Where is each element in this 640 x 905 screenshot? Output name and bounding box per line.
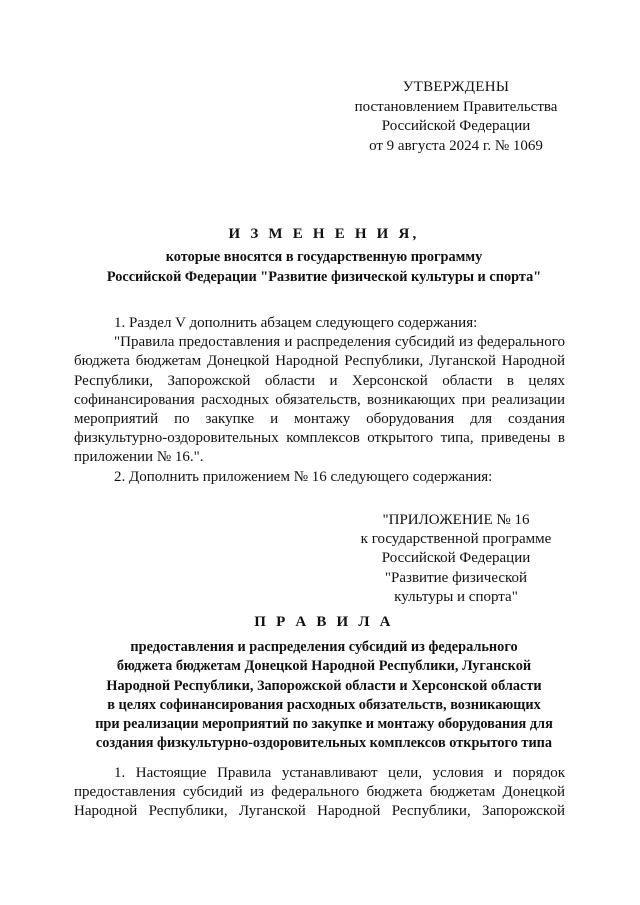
changes-paragraph-2: "Правила предоставления и распределения субсидий из федерального бюджета бюджетам Донецкой Народной Республики, Луганской Народной Республики, Запорожской области и Херсонской области в целях софинансирования расходных обязательств, возникающих при реализации мероприятий по закупке и монтажу оборудования для создания физкультурно-оздоровительных комплексов открытого типа, приведены в приложении № 16.". bbox=[74, 334, 565, 466]
rules-subtitle-line: бюджета бюджетам Донецкой Народной Республики, Луганской bbox=[116, 658, 532, 675]
appendix-line: "ПРИЛОЖЕНИЕ № 16 bbox=[382, 512, 530, 528]
appendix-line: к государственной программе bbox=[360, 531, 552, 548]
rules-body bbox=[74, 764, 565, 822]
approval-line: постановлением Правительства bbox=[354, 98, 558, 115]
rules-subtitle-line: предоставления и распределения субсидий из федерального bbox=[130, 639, 518, 655]
rules-paragraph-1: 1. Настоящие Правила устанавливают цели, условия и порядок предоставления субсидий из федерального бюджета бюджетам Донецкой Народной Республики, Луганской Народной Республики, Запорожской bbox=[74, 765, 565, 820]
appendix-header bbox=[342, 511, 570, 607]
appendix-line: "Развитие физической bbox=[384, 569, 528, 586]
appendix-line: Российской Федерации bbox=[381, 550, 531, 567]
approval-stamp bbox=[340, 78, 572, 156]
rules-subtitle-line: при реализации мероприятий по закупке и монтажу оборудования для bbox=[95, 716, 553, 733]
approval-line: от 9 августа 2024 г. № 1069 bbox=[369, 137, 543, 154]
changes-paragraph-3: 2. Дополнить приложением № 16 следующего содержания: bbox=[114, 468, 493, 485]
changes-title: И З М Е Н Е Н И Я, bbox=[228, 226, 420, 242]
changes-subtitle-line: которые вносятся в государственную программу bbox=[165, 249, 483, 265]
changes-body bbox=[74, 314, 565, 487]
changes-subtitle bbox=[60, 248, 588, 287]
approval-line: Российской Федерации bbox=[381, 118, 531, 134]
rules-subtitle bbox=[60, 638, 588, 754]
changes-paragraph-1: 1. Раздел V дополнить абзацем следующего содержания: bbox=[114, 315, 478, 331]
changes-subtitle-line: Российской Федерации "Развитие физической культуры и спорта" bbox=[106, 268, 542, 285]
approval-title: УТВЕРЖДЕНЫ bbox=[402, 79, 510, 95]
rules-subtitle-line: Народной Республики, Запорожской области и Херсонской области bbox=[106, 677, 542, 694]
rules-subtitle-line: в целях софинансирования расходных обязательств, возникающих bbox=[107, 696, 541, 713]
rules-title: П Р А В И Л А bbox=[254, 614, 394, 630]
rules-subtitle-line: создания физкультурно-оздоровительных комплексов открытого типа bbox=[95, 735, 553, 752]
appendix-line: культуры и спорта" bbox=[394, 588, 518, 605]
